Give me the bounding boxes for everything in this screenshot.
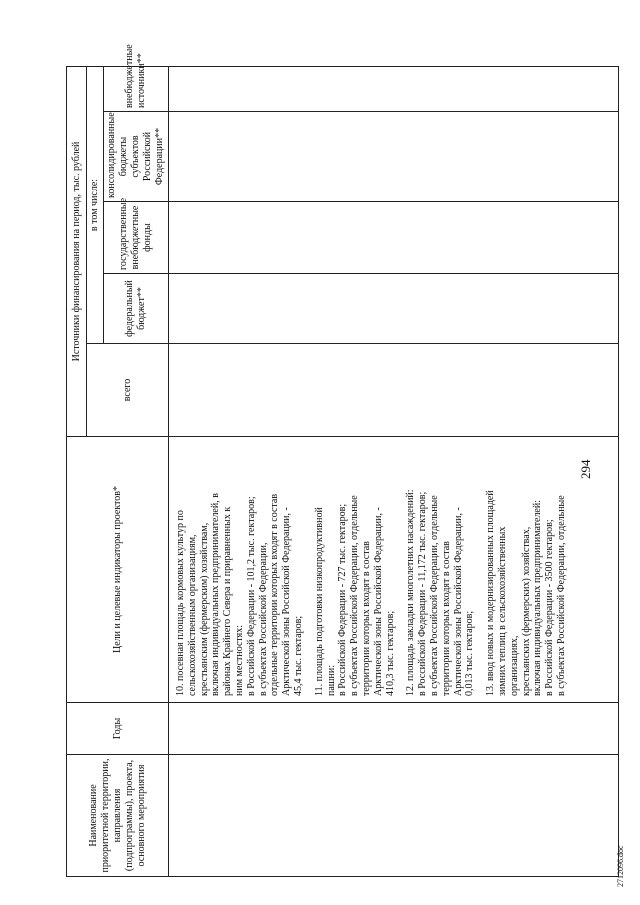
header-years: Годы: [67, 703, 169, 755]
cell-name-empty: [169, 755, 619, 877]
document-filename: 2712096.doc: [616, 845, 625, 887]
financing-table: [66, 44, 619, 877]
cell-extrabudget-empty: [169, 67, 619, 112]
header-sources: Источники финансирования на период, тыс. рублей: [67, 67, 87, 437]
indicators-cell: [169, 437, 619, 703]
header-including: в том числе:: [87, 67, 104, 344]
header-total: всего: [87, 344, 169, 437]
page-number: 294: [578, 459, 593, 479]
indicator-13: 13. ввод новых и модернизированных площадей зимних теплиц в сельскохозяйственных организациях, крестьянских (фермерских) хозяйствах, включая индивидуальных предпринимателей: в Российской Федерации - 3500 гектаров; в субъектах Российской Федерации, отдельные: [485, 490, 567, 696]
header-federal-budget: федеральный бюджет**: [104, 274, 169, 344]
indicator-12: 12. площадь закладки многолетних насаждений: в Российской Федерации - 11,172 тыс. гектаров; в субъектах Российской Федерации, отдельные территории которых входят в состав Арктической зоны Российской Федерации, - 0,013 тыс. гектаров;: [405, 489, 476, 696]
header-extrabudgetary: внебюджетные источники**: [104, 67, 169, 112]
indicator-10: 10. посевная площадь кормовых культур по сельскохозяйственным организациям, крестьянским (фермерским) хозяйствам, включая индивидуальных предпринимателей, в районах Крайнего Севера и приравненных к ним местностях: в Российской Федерации - 101,2 тыс. гектаров; в субъектах Российской Федерации, отдельные территории которых входят в состав Арктической зоны Российской Федерации, - 45,4 тыс. гектаров;: [175, 493, 304, 696]
header-goals: Цели и целевые индикаторы проектов*: [67, 437, 169, 703]
cell-state-funds-empty: [169, 202, 619, 274]
cell-years-empty: [169, 703, 619, 755]
header-state-funds: государственные внебюджетные фонды: [104, 202, 169, 274]
cell-federal-empty: [169, 274, 619, 344]
header-regional-budgets: консолидированные бюджеты субъектов Российской Федерации**: [104, 112, 169, 202]
header-name: Наименование приоритетной территории, направления (подпрограммы), проекта, основного мероприятия: [67, 755, 169, 877]
indicator-11: 11. площадь подготовки низкопродуктивной пашни: в Российской Федерации - 727 тыс. гектаров; в субъектах Российской Федерации, отдельные территории которых входят в состав Арктической зоны Российской Федерации, - 410,3 тыс. гектаров;: [313, 495, 396, 696]
cell-regional-empty: [169, 112, 619, 202]
cell-total-empty: [169, 344, 619, 437]
